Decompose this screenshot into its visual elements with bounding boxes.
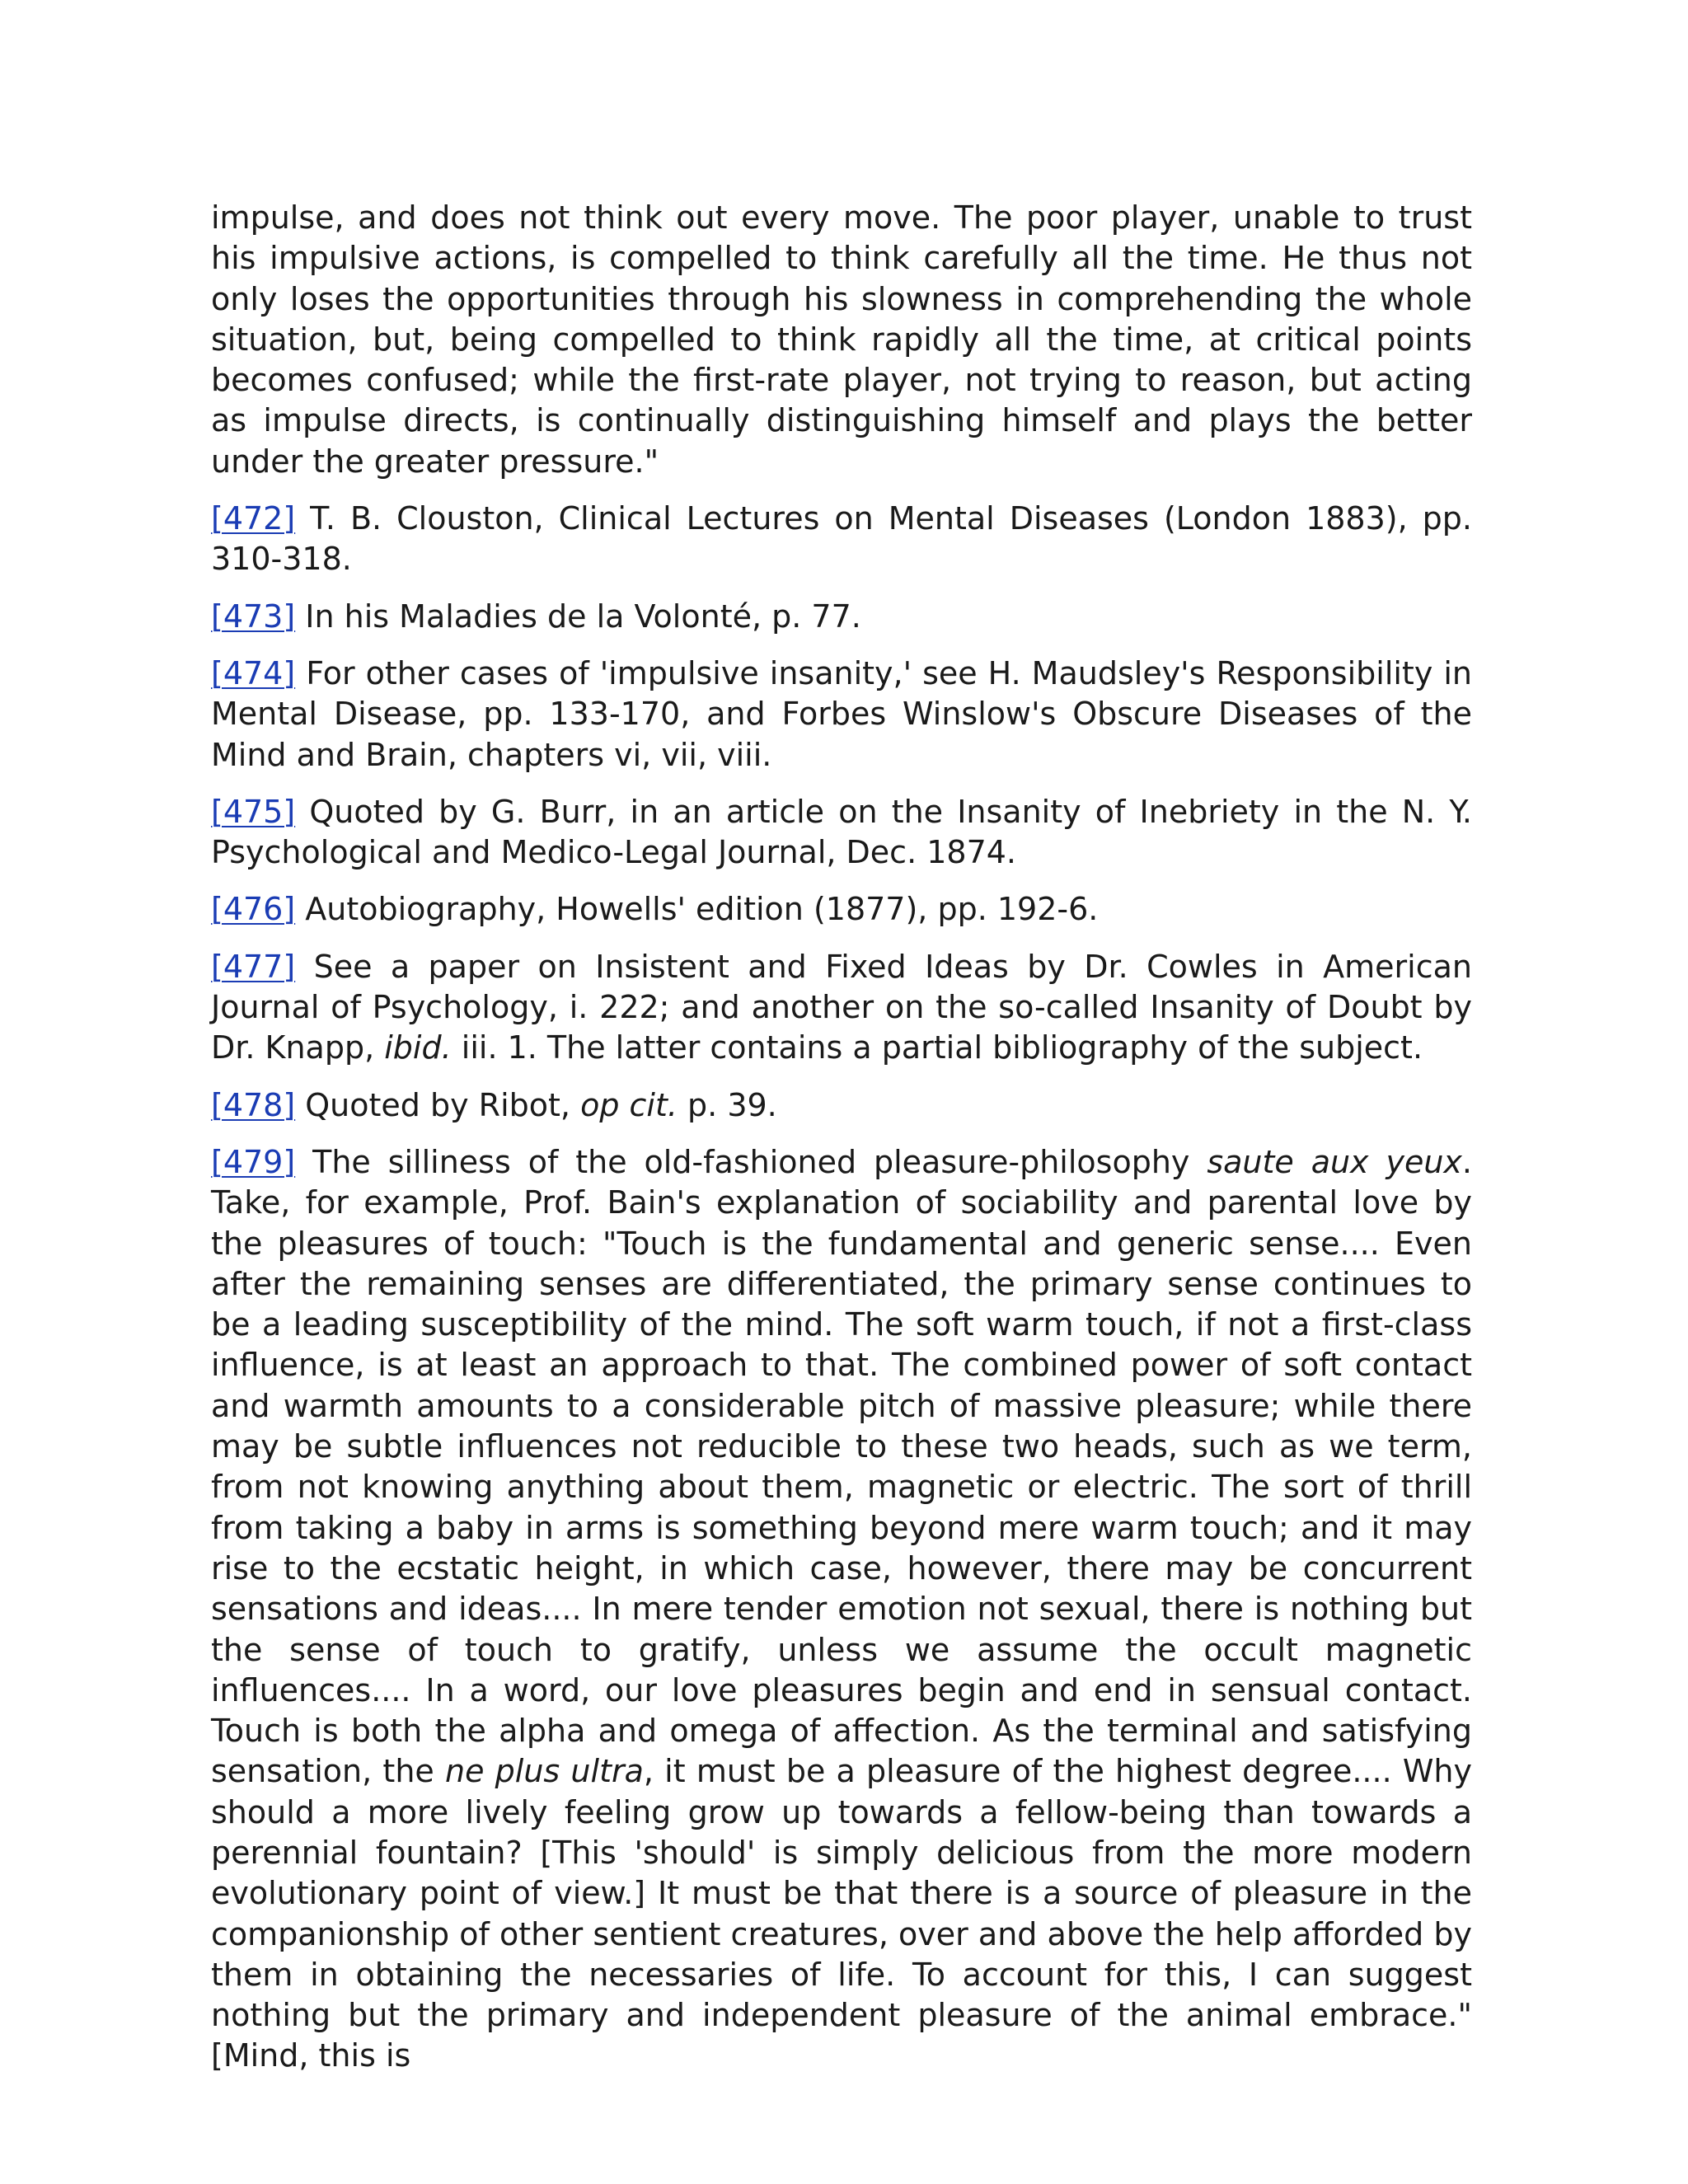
footnote-478 [211, 1085, 1472, 1126]
footnote-italic: ibid. [384, 1029, 452, 1066]
footnote-italic: saute aux yeux [1207, 1143, 1462, 1180]
footnote-italic: op cit. [580, 1086, 678, 1123]
footnote-472 [211, 499, 1472, 580]
footnote-text: The silliness of the old-fashioned pleasure-philosophy [295, 1143, 1207, 1180]
footnote-text: T. B. Clouston, Clinical Lectures on Mental Diseases (London 1883), pp. 310-318. [211, 500, 1472, 578]
continuation-paragraph: impulse, and does not think out every move. The poor player, unable to trust his impulsive actions, is compelled to think carefully all the time. He thus not only loses the opportunities through his slowness in comprehending the whole situation, but, being compelled to think rapidly all the time, at critical points becomes confused; while the first-rate player, not trying to reason, but acting as impulse directs, is continually distinguishing himself and plays the better under the greater pressure." [211, 199, 1472, 480]
footnote-475 [211, 792, 1472, 874]
footnote-italic: ne plus ultra [445, 1753, 644, 1790]
footnote-text: Quoted by G. Burr, in an article on the Insanity of Inebriety in the N. Y. Psychological and Medico-Legal Journal, Dec. 1874. [211, 793, 1472, 871]
footnote-text: iii. 1. The latter contains a partial bibliography of the subject. [451, 1029, 1423, 1066]
footnote-link-477[interactable]: [477] [211, 948, 296, 985]
footnote-479 [211, 1142, 1472, 2077]
footnote-text: Autobiography, Howells' edition (1877), pp. 192-6. [295, 891, 1099, 928]
footnote-text: Quoted by Ribot, [295, 1086, 581, 1123]
document-page [211, 198, 1472, 2093]
footnote-474 [211, 654, 1472, 776]
footnote-text: For other cases of 'impulsive insanity,' see H. Maudsley's Responsibility in Mental Disease, pp. 133-170, and Forbes Winslow's Obscure Diseases of the Mind and Brain, chapters vi, vii, viii. [211, 654, 1472, 773]
footnote-link-476[interactable]: [476] [211, 891, 296, 928]
footnote-text: . Take, for example, Prof. Bain's explanation of sociability and parental love by the pleasures of touch: "Touch is the fundamental and generic sense.... Even after the remaining senses are differentiated, the primary sense continues to be a leading susceptibility of the mind. The soft warm touch, if not a first-class influence, is at least an approach to that. The combined power of soft contact and warmth amounts to a considerable pitch of massive pleasure; while there may be subtle influences not reducible to these two heads, such as we term, from not knowing anything about them, magnetic or electric. The sort of thrill from taking a baby in arms is something beyond mere warm touch; and it may rise to the ecstatic height, in which case, however, there may be concurrent sensations and ideas.... In mere tender emotion not sexual, there is nothing but the sense of touch to gratify, unless we assume the occult magnetic influences.... In a word, our love pleasures begin and end in sensual contact. Touch is both the alpha and omega of affection. As the terminal and satisfying sensation, the [211, 1143, 1472, 1790]
footnote-473 [211, 597, 1472, 637]
footnote-link-472[interactable]: [472] [211, 500, 296, 537]
footnote-link-479[interactable]: [479] [211, 1143, 296, 1180]
footnote-link-478[interactable]: [478] [211, 1086, 296, 1123]
footnote-link-474[interactable]: [474] [211, 654, 296, 691]
footnote-link-473[interactable]: [473] [211, 598, 296, 635]
footnote-link-475[interactable]: [475] [211, 793, 296, 830]
footnote-text: See a paper on Insistent and Fixed Ideas by Dr. Cowles in American Journal of Psychology, i. 222; and another on the so-called Insanity of Doubt by Dr. Knapp, [211, 948, 1472, 1066]
footnote-text: In his Maladies de la Volonté, p. 77. [295, 598, 861, 635]
footnote-text: , it must be a pleasure of the highest degree.... Why should a more lively feeling grow up towards a fellow-being than towards a perennial fountain? [This 'should' is simply delicious from the more modern evolutionary point of view.] It must be that there is a source of pleasure in the companionship of other sentient creatures, over and above the help afforded by them in obtaining the necessaries of life. To account for this, I can suggest nothing but the primary and independent pleasure of the animal embrace." [Mind, this is [211, 1753, 1472, 2074]
footnote-text: p. 39. [677, 1086, 777, 1123]
footnote-476 [211, 889, 1472, 930]
footnote-477 [211, 947, 1472, 1069]
